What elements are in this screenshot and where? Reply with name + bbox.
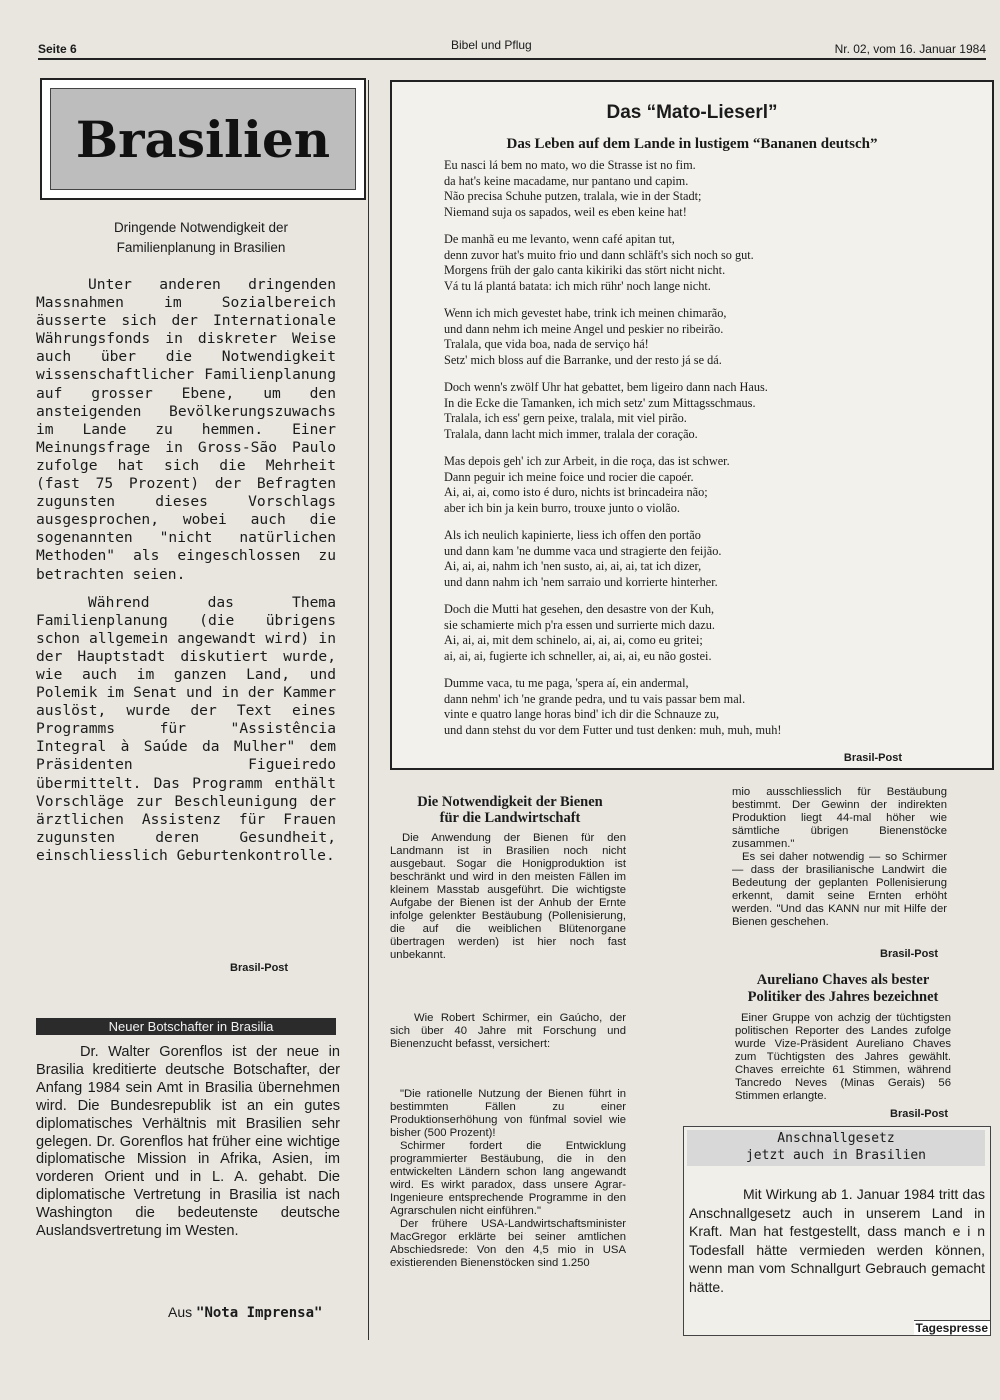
botschafter-article-body: Dr. Walter Gorenflos ist der neue in Brasilia kreditierte deutsche Botschafter, der Anfang 1984 sein Amt in Brasilia übernehmen wird. Die Bundesrepublik ist an ein gutes diplomatisches Verhältnis mit Brasilien sehr gelegen. Dr. Gorenflos hat früher eine wichtige diplomatische Mission in Afrika, Asien, im vorderen Orient und in L. A. gehabt. Die diplomatische Vertretung in Brasilia ist nach Washington die bedeutenste deutsche Auslandsvertretung im Westen. — [36, 1044, 340, 1240]
poem-stanza-3 — [444, 306, 974, 368]
poem-line: Ai, ai, ai, mit dem schinelo, ai, ai, ai, como eu gritei; — [444, 633, 703, 647]
anschnall-heading-line1: Anschnallgesetz — [777, 1131, 895, 1146]
poem-line: Setz' mich bloss auf die Barranke, und der resto já se dá. — [444, 352, 722, 367]
brasilien-title-panel — [50, 88, 356, 190]
page-header — [38, 38, 986, 60]
aureliano-heading-line1: Aureliano Chaves als bester — [756, 972, 930, 988]
brasilien-subtitle — [40, 218, 362, 258]
poem-line: Vá tu lá plantá batata: ich mich rühr' noch lange nicht. — [444, 278, 711, 293]
poem-line: vinte e quatro lange horas bind' ich dir die Schnauze zu, — [444, 707, 720, 721]
anschnall-box — [683, 1126, 991, 1336]
botschafter-source-prefix: Aus — [168, 1304, 193, 1320]
poem-line: Ai, ai, ai, como isto é duro, nichts ist brincadeira não; — [444, 485, 708, 499]
poem-subtitle: Das Leben auf dem Lande in lustigem “Bananen deutsch” — [506, 136, 878, 152]
bienen-continuation — [732, 786, 947, 929]
poem-stanzas — [444, 158, 974, 750]
page-number: Seite 6 — [38, 42, 77, 56]
brasilien-subtitle-line2: Familienplanung in Brasilien — [116, 240, 286, 255]
poem-line: aber ich bin ja kein burro, trouxe junto o violão. — [444, 500, 680, 515]
poem-stanza-7 — [444, 602, 974, 664]
poem-line: Tralala, ich ess' gern peixe, tralala, mit viel pirão. — [444, 411, 687, 425]
bienen-quote: "Die rationelle Nutzung der Bienen führt in bestimmten Fällen zu einer Produktionserhöhung von fünfmal soviel wie bisher (500 Prozent)! — [390, 1088, 626, 1139]
poem-stanza-1 — [444, 158, 974, 220]
poem-line: denn zuvor hat's muito frio und dann schläft's sich noch so gut. — [444, 247, 754, 262]
poem-line: Ai, ai, ai, nahm ich 'nen susto, ai, ai, ai, tat ich dizer, — [444, 559, 702, 573]
poem-line: dann nehm' ich 'ne grande pedra, und tu vais passar bem mal. — [444, 691, 746, 706]
anschnall-body — [689, 1185, 985, 1296]
brasilien-article-body — [36, 276, 336, 865]
poem-credit: Brasil-Post — [843, 752, 902, 764]
poem-line: und dann nahm ich 'nem sarraio und korrierte hinterher. — [444, 574, 718, 589]
botschafter-source-name: "Nota Imprensa" — [196, 1305, 323, 1321]
poem-line: ai, ai, ai, fugierte ich schneller, ai, ai, ai, eu não gostei. — [444, 648, 712, 663]
poem-line: sie schamierte mich p'ra essen und surrierte mich dazu. — [444, 617, 715, 632]
bienen-continuation-2: Es sei daher notwendig — so Schirmer — dass der brasilianische Landwirt die Bedeutung der geplanten Pollenisierung erkennt, damit seine Ernten erhöht werden. "Und das KANN nur mit Hilfe der Bienen geschehen. — [732, 851, 947, 928]
bienen-continuation-1: mio ausschliesslich für Bestäubung bestimmt. Der Gewinn der indirekten Produktion liegt 44-mal höher wie sämtliche übrigen Bienenstöcke zusammen." — [732, 786, 947, 850]
botschafter-heading: Neuer Botschafter in Brasilia — [108, 1019, 274, 1034]
poem-line: Niemand suja os sapados, weil es eben keine hat! — [444, 204, 687, 219]
brasilien-paragraph-2: Während das Thema Familienplanung (die übrigens schon allgemein angewandt wird) in der Hauptstadt diskutiert wurde, wie auch im ganzen Land, und Polemik im Senat und in der Kammer auslöst, wurde der Text eines Programms für "Assistência Integral à Saúde da Mulher" dem Präsidenten Figueiredo übermittelt. Das Programm enthält Vorschläge zur Beschleunigung der ärztlichen Assistenz für Frauen zugunsten deren Gesundheit, einschliesslich Geburtenkontrolle. — [36, 593, 336, 864]
poem-stanza-6 — [444, 528, 974, 590]
poem-line: Não precisa Schuhe putzen, tralala, wie in der Stadt; — [444, 189, 702, 203]
poem-box — [390, 80, 994, 770]
poem-stanza-5 — [444, 454, 974, 516]
poem-line: da hat's keine macadame, nur pantano und capim. — [444, 173, 689, 188]
header-rule — [38, 58, 986, 60]
brasilien-title-box — [40, 78, 366, 200]
poem-line: Doch die Mutti hat gesehen, den desastre von der Kuh, — [444, 602, 715, 616]
poem-line: Morgens früh der galo canta kikiriki das stört nicht nicht. — [444, 263, 726, 277]
poem-line: Tralala, que vida boa, nada de serviço há! — [444, 337, 649, 351]
poem-line: Als ich neulich kapinierte, liess ich offen den portão — [444, 528, 701, 542]
poem-line: Doch wenn's zwölf Uhr hat gebattet, bem ligeiro dann nach Haus. — [444, 380, 768, 394]
poem-line: Tralala, dann lacht mich immer, tralala der coração. — [444, 426, 698, 441]
anschnall-heading — [687, 1130, 985, 1166]
bienen-paragraph-4: Der frühere USA-Landwirtschaftsminister MacGregor erklärte bei seiner amtlichen Abschiedsrede: Von den 4,5 mio in USA existierenden Bienenstöcken sind 1.250 — [390, 1218, 626, 1269]
poem-line: und dann stehst du vor dem Futter und tust denken: muh, muh, muh! — [444, 722, 782, 737]
poem-line: In die Ecke die Tamanken, ich mich setz' zum Mittagsschmaus. — [444, 395, 756, 410]
poem-stanza-4 — [444, 380, 974, 442]
poem-line: De manhã eu me levanto, wenn café apitan tut, — [444, 232, 675, 246]
bienen-paragraph-1: Die Anwendung der Bienen für den Landmann ist in Brasilien noch nicht ausgebaut. Sogar die Honigproduktion ist beschränkt und wird in den meisten Fällen im kleinem Masstab ausgeführt. Die wichtigste Aufgabe der Bienen ist der Anhub der Ernte infolge gelenkter Bestäubung (Pollenisierung, die auf die weiblichen Blütenorgane übertragen werden) ist hier noch fast unbekannt. — [390, 832, 626, 961]
brasilien-credit: Brasil-Post — [230, 962, 289, 974]
bienen-paragraph-group — [390, 1088, 626, 1270]
poem-line: und dann nehm ich meine Angel und peskier no ribeirão. — [444, 321, 724, 336]
poem-line: und dann kam 'ne dumme vaca und stragierte den feijão. — [444, 543, 722, 558]
poem-title: Das “Mato-Lieserl” — [606, 102, 778, 123]
bienen-heading — [380, 794, 640, 826]
bienen-heading-line1: Die Notwendigkeit der Bienen — [417, 794, 603, 810]
aureliano-article-body: Einer Gruppe von achzig der tüchtigsten politischen Reporter des Landes zufolge wurde Vize-Präsident Aureliano Chaves zum Tüchtigsten des Jahres gewählt. Chaves erreichte 61 Stimmen, während Tancredo Neves (Minas Gerais) 56 Stimmen erlangte. — [735, 1012, 951, 1102]
poem-line: Wenn ich mich gevestet habe, trink ich meinen chimarão, — [444, 306, 727, 320]
bienen-paragraph-3: Schirmer fordert die Entwicklung programmierter Bestäubung, die in den entwickelten Ländern schon lang angewandt wird. Es wirkt paradox, dass unsere Agrar-Ingenieure entsprechende Programme in den Agrarschulen nicht einführen." — [390, 1140, 626, 1217]
anschnall-credit: Tagespresse — [915, 1321, 988, 1335]
poem-line: Eu nasci lá bem no mato, wo die Strasse ist no fim. — [444, 158, 696, 172]
aureliano-heading — [716, 972, 970, 1006]
publication-name: Bibel und Pflug — [451, 38, 532, 52]
poem-line: Dann peguir ich meine foice und rocier die capoér. — [444, 469, 694, 484]
aureliano-credit: Brasil-Post — [890, 1108, 949, 1120]
issue-date: Nr. 02, vom 16. Januar 1984 — [834, 42, 986, 56]
botschafter-heading-bar — [36, 1018, 336, 1035]
poem-line: Dumme vaca, tu me paga, 'spera aí, ein andermal, — [444, 676, 689, 690]
bienen-paragraph-2: Wie Robert Schirmer, ein Gaúcho, der sich über 40 Jahre mit Forschung und Bienenzucht befasst, versichert: — [390, 1012, 626, 1050]
brasilien-subtitle-line1: Dringende Notwendigkeit der — [113, 220, 289, 235]
poem-stanza-2 — [444, 232, 974, 294]
poem-line: Mas depois geh' ich zur Arbeit, in die roça, das ist schwer. — [444, 454, 730, 468]
brasilien-title: Brasilien — [75, 109, 331, 169]
anschnall-paragraph: Mit Wirkung ab 1. Januar 1984 tritt das Anschnallgesetz auch in unserem Land in Kraft. Man hat festgestellt, dass manch e i n Todesfall hätte vermieden werden können, wenn man vom Schnallgurt Gebrauch gemacht hätte. — [689, 1186, 985, 1295]
brasilien-paragraph-1: Unter anderen dringenden Massnahmen im Sozialbereich äusserte sich der Internationale Währungsfonds in diskreter Weise auch über die Notwendigkeit wissenschaftlicher Familienplanung auf grosser Ebene, um den ansteigenden Bevölkerungszuwachs im Lande zu hemmen. Einer Meinungsfrage in Gross-São Paulo zufolge hat sich die Mehrheit (fast 75 Prozent) der Befragten zugunsten dieses Vorschlags ausgesprochen, wobei auch die sogenannten "nicht natürlichen Methoden" als eingeschlossen zu betrachten seien. — [36, 276, 336, 583]
aureliano-heading-line2: Politiker des Jahres bezeichnet — [747, 989, 939, 1005]
botschafter-source — [168, 1304, 322, 1321]
anschnall-heading-line2: jetzt auch in Brasilien — [745, 1148, 926, 1163]
bienen-credit: Brasil-Post — [880, 948, 939, 960]
poem-stanza-8 — [444, 676, 974, 738]
column-divider — [368, 80, 369, 1340]
bienen-heading-line2: für die Landwirtschaft — [439, 810, 581, 826]
